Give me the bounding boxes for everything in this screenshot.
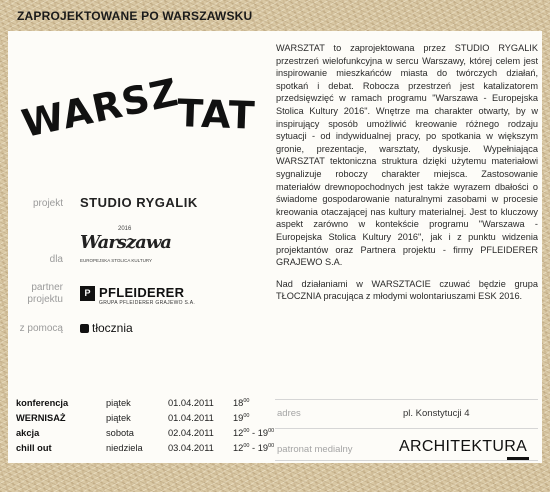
description-paragraph-1: WARSZTAT to zaprojektowana przez STUDIO RYGALIK przestrzeń wielofunkcyjna w sercu Warszawy, której celem jest inspirowanie mieszkańców miasta do twórczych działań, spotkań i debat. Robocza przestrzeń jest katalizatorem przedsięwzięć w ramach programu "Warszawa - Europejska Stolica Kultury 2016". Wnętrze ma charakter otwarty, by w inspirujący sposób umożliwić kreowanie różnego rodzaju sytuacji - od indywidualnej pracy, po spotkania w większym gronie, prezentacje, warsztaty, dyskusje. Wypełniająca WARSZTAT tektoniczna struktura dzięki użytemu materiałowi sygnalizuje roboczy charakter miejsca. Zastosowanie materiałów drewnopochodnych jest także wyrazem dbałości o świadome gospodarowanie naturalnymi zasobami w procesie kreowania otaczającej nas kultury materialnej. Jest to kluczowy aspekt zarówno w kontekście programu "Warszawa - Europejska Stolica Kultury 2016", jak i z punktu widzenia projektantów oraz Partnera projektu - firmy PFLEIDERER GRAJEWO S.A. <box>276 43 538 268</box>
main-panel <box>8 31 542 463</box>
schedule-day: niedziela <box>106 442 143 453</box>
logo-text-part-2: TAT <box>176 91 257 138</box>
description <box>276 42 538 303</box>
warszawa-2016-logo <box>80 226 171 270</box>
dla-label: dla <box>49 254 63 265</box>
divider-bottom <box>275 460 538 461</box>
partner-label-line-2: projektu <box>27 294 63 305</box>
warsztat-logo <box>18 63 258 148</box>
warszawa-wordmark: Warszawa <box>80 232 171 253</box>
schedule-day: piątek <box>106 412 131 423</box>
tlocznia-name: tłocznia <box>92 321 133 335</box>
schedule-event: chill out <box>16 442 52 453</box>
pfleiderer-logo <box>80 285 200 307</box>
schedule-row <box>16 410 274 425</box>
schedule-day: piątek <box>106 397 131 408</box>
schedule-row <box>16 395 274 410</box>
pfleiderer-mark-icon: P <box>80 286 95 301</box>
partner-label <box>11 282 63 306</box>
schedule-time: $19^{00}$ <box>233 412 250 423</box>
schedule-date: 02.04.2011 <box>168 427 214 438</box>
schedule-table <box>16 395 274 455</box>
tlocznia-logo <box>80 321 133 335</box>
architektura-wordmark: ARCHITEKTURA <box>399 438 528 455</box>
schedule-row <box>16 440 274 455</box>
warszawa-subtitle: EUROPEJSKA STOLICA KULTURY <box>80 258 153 263</box>
schedule-event: WERNISAŻ <box>16 412 66 423</box>
address-value: pl. Konstytucji 4 <box>403 408 470 419</box>
pfleiderer-name: PFLEIDERER <box>99 285 185 300</box>
schedule-time: $12^{00} - 19^{00}$ <box>233 442 275 453</box>
schedule-time: $12^{00} - 19^{00}$ <box>233 427 275 438</box>
schedule-row <box>16 425 274 440</box>
schedule-day: sobota <box>106 427 134 438</box>
logo-text-part-1: WARSZ <box>18 69 183 147</box>
pfleiderer-subtitle: GRUPA PFLEIDERER GRAJEWO S.A. <box>99 300 196 306</box>
partner-label-line-1: partner <box>31 282 63 293</box>
studio-rygalik-name: STUDIO RYGALIK <box>80 195 198 210</box>
architektura-logo <box>399 438 539 462</box>
projekt-label: projekt <box>32 198 63 209</box>
tlocznia-icon <box>80 324 89 333</box>
divider-middle <box>275 428 538 429</box>
schedule-time: $18^{00}$ <box>233 397 250 408</box>
patronat-label: patronat medialny <box>277 444 353 455</box>
warszawa-year: 2016 <box>118 226 132 232</box>
schedule-date: 03.04.2011 <box>168 442 214 453</box>
schedule-date: 01.04.2011 <box>168 397 214 408</box>
schedule-event: akcja <box>16 427 40 438</box>
divider-top <box>275 399 538 400</box>
adres-label: adres <box>277 408 301 419</box>
schedule-event: konferencja <box>16 397 69 408</box>
schedule-date: 01.04.2011 <box>168 412 214 423</box>
pomoc-label: z pomocą <box>19 323 63 334</box>
description-paragraph-2: Nad działaniami w WARSZTACIE czuwać będzie grupa TŁOCZNIA pracująca z młodymi wolontariuszami ESK 2016. <box>276 278 538 302</box>
page-title: ZAPROJEKTOWANE PO WARSZAWSKU <box>17 9 253 23</box>
